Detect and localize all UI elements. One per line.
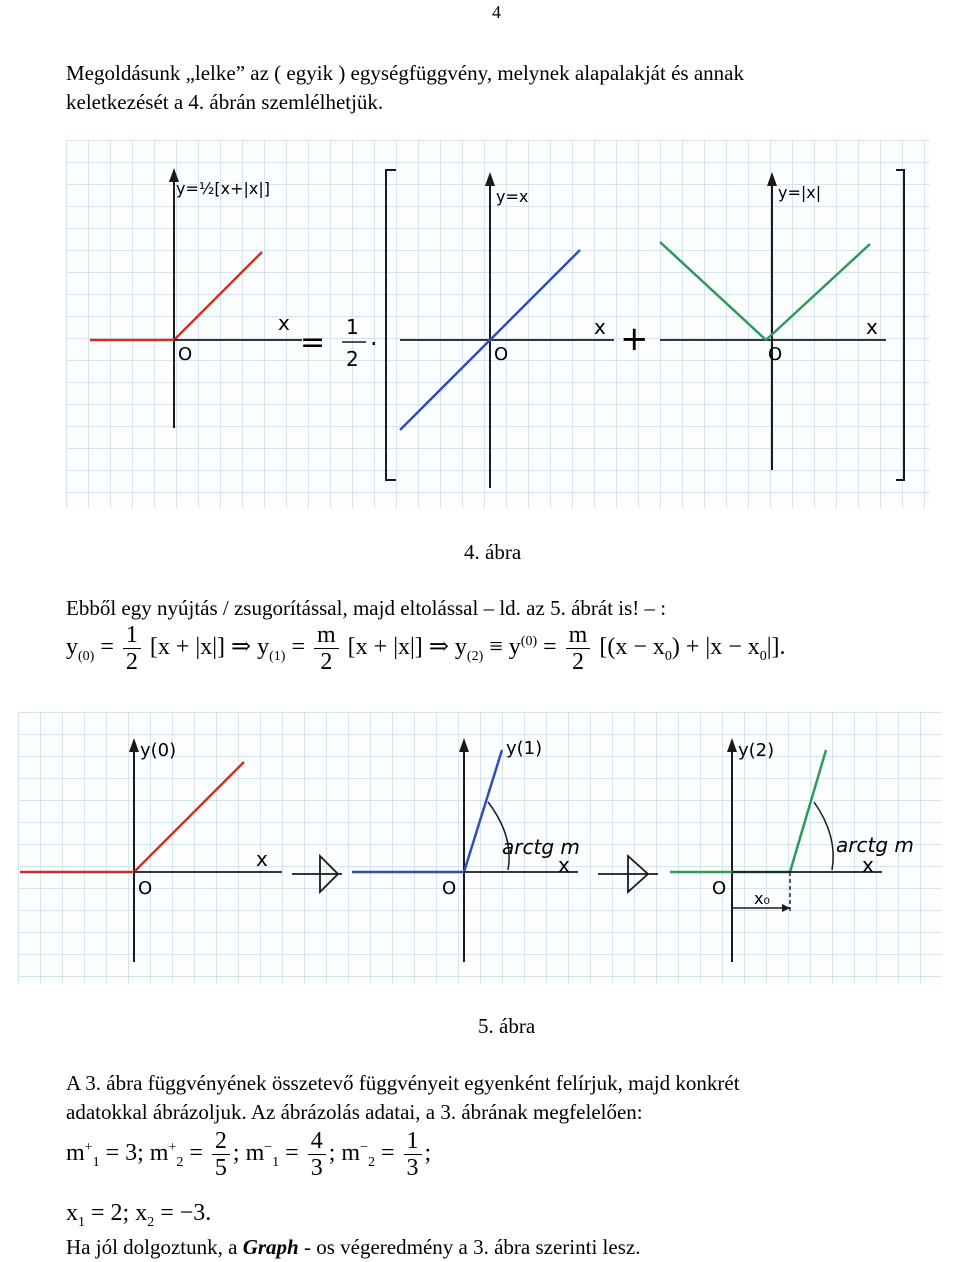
fig5-p1-origin: O bbox=[138, 878, 153, 899]
fig5-panel-2 bbox=[352, 738, 580, 962]
fig4-p1-red-right bbox=[174, 252, 262, 340]
fig4-label-f1: y=½[x+|x|] bbox=[176, 179, 270, 198]
fig4-p2-x-label: x bbox=[594, 315, 606, 339]
fig4-label-f3: y=|x| bbox=[778, 183, 822, 202]
formula-3: $x_1 = 2$; $x_2 = -3$. bbox=[66, 1200, 212, 1230]
text3-line-1: A 3. ábra függvényének összetevő függvényeit egyenként felírjuk, majd konkrét bbox=[66, 1071, 740, 1095]
fig5-arctg-2: arctg m bbox=[836, 833, 914, 857]
fig5-x0-label: x₀ bbox=[754, 889, 770, 908]
intro-line-1: Megoldásunk „lelke” az ( egyik ) egységfüggvény, melynek alapalakját és annak bbox=[66, 61, 744, 85]
figure-4 bbox=[66, 140, 930, 508]
text3-line-2: adatokkal ábrázoljuk. Az ábrázolás adatai, a 3. ábrának megfelelően: bbox=[66, 1100, 643, 1124]
fig4-label-f2: y=x bbox=[496, 187, 529, 206]
fig5-p3-x-label: x bbox=[862, 853, 874, 877]
fig4-panel-1 bbox=[90, 168, 302, 428]
formula-1: $y_{(0)}$ = $\frac{1}{2}$ [x + |x|] ⇒ $y_{(1)}$ = $\frac{m}{2}$ [x + |x|] ⇒ $y_{(2)} \equiv y^{(0)}$ = $\frac{m}{2}$ $[(x - x_0) + |x - x_0|]$. bbox=[66, 622, 786, 675]
figure-4-caption: 4. ábra bbox=[464, 540, 522, 564]
fig4-equals-half bbox=[278, 311, 378, 371]
fig4-p2-origin: O bbox=[494, 344, 509, 365]
fig4-p1-x-label: x bbox=[278, 311, 290, 335]
fig4-half-den: 2 bbox=[346, 347, 359, 371]
fig5-arctg-1: arctg m bbox=[502, 835, 580, 859]
intro-line-2: keletkezését a 4. ábrán szemlélhetjük. bbox=[66, 90, 384, 114]
fig4-equals: = bbox=[300, 325, 326, 360]
fig5-p2-origin: O bbox=[442, 878, 457, 899]
text2-line: Ebből egy nyújtás / zsugorítással, majd eltolással – ld. az 5. ábrát is! – : bbox=[66, 596, 667, 620]
fig5-label-y0: y(0) bbox=[140, 740, 177, 761]
fig4-panel-2 bbox=[400, 172, 614, 488]
fig4-p3-green-right bbox=[766, 244, 870, 340]
fig4-p3-y-arrow bbox=[767, 172, 777, 186]
fig5-panel-1 bbox=[20, 738, 282, 962]
fig4-p3-green-left bbox=[660, 242, 766, 340]
final-line: Ha jól dolgoztunk, a Graph - os végeredmény a 3. ábra szerinti lesz. bbox=[66, 1235, 641, 1259]
fig5-p1-x-label: x bbox=[256, 847, 268, 871]
figure-4-svg bbox=[66, 140, 930, 508]
fig5-label-y2: y(2) bbox=[738, 740, 775, 761]
fig4-plus: + bbox=[620, 319, 649, 359]
fig4-bracket-right bbox=[896, 170, 904, 480]
fig5-p2-x-label: x bbox=[558, 853, 570, 877]
figure-5 bbox=[18, 712, 942, 984]
fig4-panel-3 bbox=[660, 172, 886, 470]
fig4-p2-y-arrow bbox=[485, 172, 495, 186]
figure-5-caption: 5. ábra bbox=[478, 1014, 536, 1038]
formula-2: $m^+_1 = 3$; $m^+_2$ = $\frac{2}{5}$ ; $m^-_1$ = $\frac{4}{3}$ ; $m^-_2$ = $\frac{1}{3}$ ; bbox=[66, 1128, 432, 1181]
fig5-panel-3 bbox=[670, 738, 914, 962]
fig4-bracket-left bbox=[386, 170, 396, 480]
fig5-p3-origin: O bbox=[712, 878, 727, 899]
graph-software-name: Graph bbox=[242, 1235, 299, 1259]
fig4-p3-x-label: x bbox=[866, 315, 878, 339]
page-number: 4 bbox=[492, 2, 501, 22]
fig4-p3-origin: O bbox=[768, 344, 783, 365]
fig5-arrow-symbol-2 bbox=[598, 856, 658, 892]
fig4-dot: · bbox=[370, 330, 378, 358]
fig5-arrow-symbol-1 bbox=[292, 856, 342, 892]
fig4-half-num: 1 bbox=[346, 315, 359, 339]
fig4-p1-origin: O bbox=[178, 344, 193, 365]
figure-5-svg bbox=[18, 712, 942, 984]
fig5-label-y1: y(1) bbox=[506, 738, 543, 759]
